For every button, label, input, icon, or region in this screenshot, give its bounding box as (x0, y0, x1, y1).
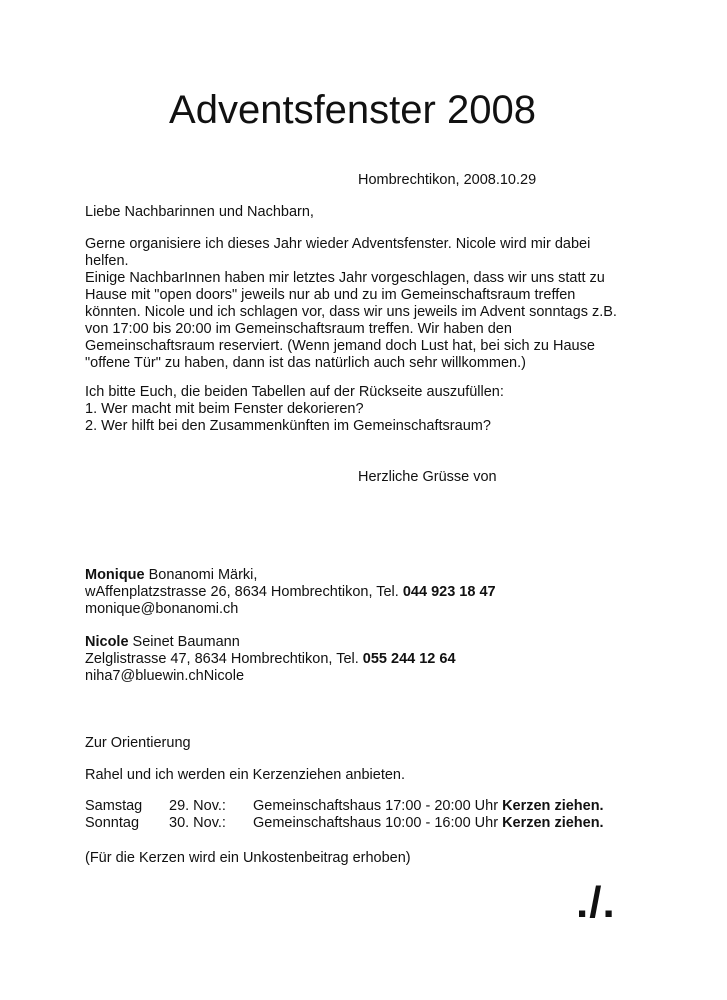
orientation-heading: Zur Orientierung (85, 735, 191, 751)
contact-nicole (85, 634, 456, 685)
contact-first-name: Nicole (85, 634, 129, 650)
schedule-place-text: Gemeinschaftshaus 17:00 - 20:00 Uhr (253, 798, 503, 814)
contact-last-name: Seinet Baumann (128, 634, 240, 650)
schedule-place (253, 815, 604, 832)
schedule-place-text: Gemeinschaftshaus 10:00 - 16:00 Uhr (253, 815, 503, 831)
questions-intro: Ich bitte Euch, die beiden Tabellen auf der Rückseite auszufüllen: (85, 384, 504, 400)
schedule-day: Sonntag (85, 815, 140, 831)
schedule-action: Kerzen ziehen. (502, 815, 604, 831)
contact-phone: 044 923 18 47 (402, 584, 496, 600)
contact-address-text: wAffenplatzstrasse 26, 8634 Hombrechtikon, Tel. (85, 584, 403, 600)
cost-note: (Für die Kerzen wird ein Unkostenbeitrag erhoben) (85, 850, 411, 866)
questions-block (85, 384, 625, 435)
question-2: 2. Wer hilft bei den Zusammenkünften im Gemeinschaftsraum? (85, 418, 491, 434)
paragraph-line: Gemeinschaftsraum reserviert. (Wenn jemand doch Lust hat, bei sich zu Hause (85, 338, 595, 354)
contact-address (85, 651, 456, 668)
contact-email: monique@bonanomi.ch (85, 601, 239, 617)
contact-address-text: Zelglistrasse 47, 8634 Hombrechtikon, Tel. (85, 651, 363, 667)
contact-phone: 055 244 12 64 (362, 651, 456, 667)
intro-paragraph (85, 236, 625, 372)
contact-monique (85, 567, 496, 618)
page-continuation-mark: ./. (576, 878, 616, 927)
contact-address (85, 584, 496, 601)
paragraph-line: Einige NachbarInnen haben mir letztes Jahr vorgeschlagen, dass wir uns statt zu (85, 270, 605, 286)
contact-name (85, 567, 496, 584)
paragraph-line: von 17:00 bis 20:00 im Gemeinschaftsraum treffen. Wir haben den (85, 321, 512, 337)
closing-greeting: Herzliche Grüsse von (358, 469, 497, 485)
schedule-date: 30. Nov.: (169, 815, 226, 831)
paragraph-line: "offene Tür" zu haben, dann ist das natürlich auch sehr willkommen.) (85, 355, 526, 371)
place-date: Hombrechtikon, 2008.10.29 (358, 172, 537, 188)
schedule-action: Kerzen ziehen. (502, 798, 604, 814)
salutation: Liebe Nachbarinnen und Nachbarn, (85, 204, 314, 220)
schedule-date: 29. Nov.: (169, 798, 226, 814)
page-title: Adventsfenster 2008 (169, 88, 536, 132)
contact-email: niha7@bluewin.chNicole (85, 668, 245, 684)
schedule-day: Samstag (85, 798, 143, 814)
paragraph-line: Hause mit "open doors" jeweils nur ab und zu im Gemeinschaftsraum treffen (85, 287, 576, 303)
question-1: 1. Wer macht mit beim Fenster dekorieren? (85, 401, 364, 417)
rahel-line: Rahel und ich werden ein Kerzenziehen anbieten. (85, 767, 406, 783)
paragraph-line: helfen. (85, 253, 129, 269)
contact-last-name: Bonanomi Märki, (144, 567, 258, 583)
schedule-place (253, 798, 604, 815)
contact-name (85, 634, 456, 651)
paragraph-line: könnten. Nicole und ich schlagen vor, dass wir uns jeweils im Advent sonntags z.B. (85, 304, 617, 320)
contact-first-name: Monique (85, 567, 145, 583)
paragraph-line: Gerne organisiere ich dieses Jahr wieder Adventsfenster. Nicole wird mir dabei (85, 236, 591, 252)
